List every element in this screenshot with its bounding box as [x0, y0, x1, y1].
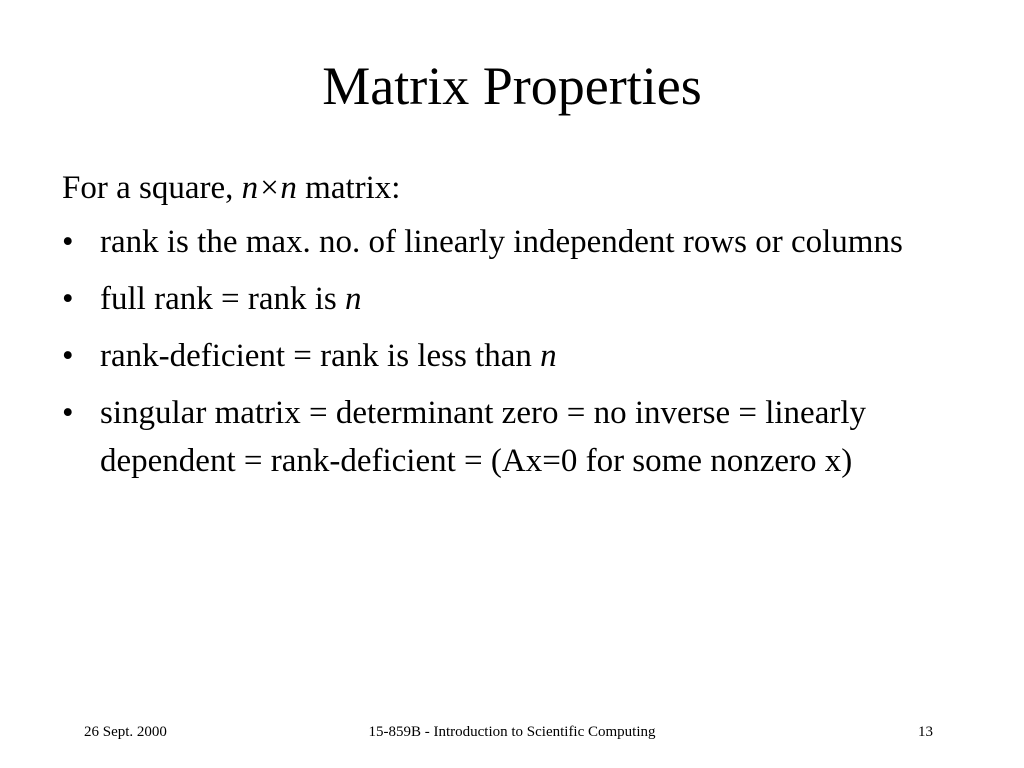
bullet-marker: • [62, 281, 74, 317]
bullet-text: rank is the max. no. of linearly independent rows or columns [100, 224, 903, 260]
bullet-item-full-rank [62, 275, 982, 323]
intro-prefix: For a square, [62, 170, 242, 206]
bullet-item-singular-matrix [62, 389, 982, 485]
bullet-text: rank-deficient = rank is less than [100, 338, 541, 374]
bullet-math: n [540, 338, 557, 374]
intro-math: n×n [241, 170, 297, 206]
bullet-text: singular matrix = determinant zero = no inverse = linearly dependent = rank-deficient = (Ax=0 for some nonzero x) [100, 395, 867, 479]
intro-line [62, 164, 982, 212]
slide-body [62, 164, 982, 494]
bullet-math: n [344, 281, 362, 317]
footer-page-number: 13 [918, 724, 933, 740]
bullet-item-rank-definition [62, 218, 982, 266]
slide-title: Matrix Properties [322, 56, 702, 116]
bullet-text: full rank = rank is [100, 281, 345, 317]
bullet-marker: • [62, 224, 74, 260]
bullet-list [62, 218, 982, 485]
bullet-marker: • [62, 338, 74, 374]
footer-date: 26 Sept. 2000 [84, 724, 167, 740]
bullet-marker: • [62, 395, 74, 431]
intro-suffix: matrix: [296, 170, 401, 206]
footer-course-title: 15-859B - Introduction to Scientific Computing [368, 724, 656, 740]
bullet-item-rank-deficient [62, 332, 982, 380]
